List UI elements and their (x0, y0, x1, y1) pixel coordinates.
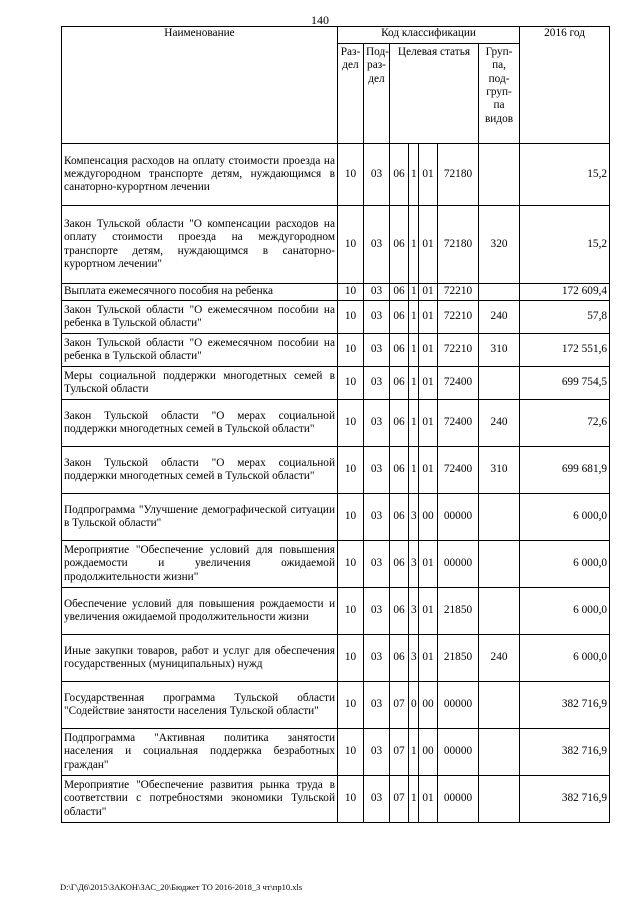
table-row (62, 206, 610, 284)
cell-c3: 01 (419, 776, 438, 823)
cell-c4: 00000 (438, 729, 479, 776)
cell-razdel: 10 (338, 729, 364, 776)
cell-razdel: 10 (338, 284, 364, 301)
cell-c4: 72400 (438, 447, 479, 494)
cell-razdel: 10 (338, 144, 364, 206)
cell-c2: 3 (409, 494, 419, 541)
cell-vid (479, 776, 520, 823)
cell-vid (479, 588, 520, 635)
cell-vid (479, 729, 520, 776)
cell-c4: 72210 (438, 334, 479, 367)
cell-vid: 240 (479, 635, 520, 682)
cell-c2: 1 (409, 284, 419, 301)
cell-amount: 6 000,0 (520, 635, 610, 682)
cell-c1: 06 (390, 494, 409, 541)
table-row (62, 494, 610, 541)
cell-name: Обеспечение условий для повышения рождаемости и увеличения ожидаемой продолжительности жизни (62, 588, 338, 635)
cell-razdel: 10 (338, 541, 364, 588)
cell-name: Закон Тульской области "О ежемесячном пособии на ребенка в Тульской области" (62, 301, 338, 334)
cell-c1: 06 (390, 144, 409, 206)
table-row (62, 541, 610, 588)
cell-c4: 21850 (438, 588, 479, 635)
cell-c2: 1 (409, 301, 419, 334)
table-row (62, 588, 610, 635)
table-row (62, 284, 610, 301)
cell-c3: 01 (419, 334, 438, 367)
cell-podrazdel: 03 (364, 541, 390, 588)
cell-c1: 06 (390, 301, 409, 334)
cell-razdel: 10 (338, 447, 364, 494)
cell-c3: 00 (419, 494, 438, 541)
cell-podrazdel: 03 (364, 400, 390, 447)
cell-c4: 00000 (438, 494, 479, 541)
table-row (62, 301, 610, 334)
cell-c2: 1 (409, 776, 419, 823)
cell-podrazdel: 03 (364, 367, 390, 400)
cell-podrazdel: 03 (364, 588, 390, 635)
header-section: Раз-дел (338, 44, 364, 144)
cell-razdel: 10 (338, 682, 364, 729)
cell-c1: 06 (390, 400, 409, 447)
cell-c2: 1 (409, 400, 419, 447)
cell-razdel: 10 (338, 776, 364, 823)
cell-c2: 1 (409, 367, 419, 400)
cell-vid (479, 367, 520, 400)
cell-c1: 07 (390, 776, 409, 823)
cell-podrazdel: 03 (364, 635, 390, 682)
cell-c2: 3 (409, 635, 419, 682)
cell-vid (479, 682, 520, 729)
table-row (62, 400, 610, 447)
page-number: 140 (311, 13, 329, 27)
cell-name: Иные закупки товаров, работ и услуг для обеспечения государственных (муниципальных) нужд (62, 635, 338, 682)
cell-name: Закон Тульской области "О компенсации расходов на оплату стоимости проезда на междугородном транспорте детям, нуждающимся в санаторно-курортном лечении" (62, 206, 338, 284)
cell-c3: 01 (419, 541, 438, 588)
cell-c3: 01 (419, 284, 438, 301)
table-row (62, 334, 610, 367)
cell-amount: 172 551,6 (520, 334, 610, 367)
cell-podrazdel: 03 (364, 144, 390, 206)
cell-c3: 01 (419, 635, 438, 682)
cell-podrazdel: 03 (364, 776, 390, 823)
table-row (62, 367, 610, 400)
cell-c4: 72180 (438, 144, 479, 206)
table-row (62, 447, 610, 494)
header-name: Наименование (62, 27, 338, 144)
cell-vid: 320 (479, 206, 520, 284)
cell-c2: 1 (409, 447, 419, 494)
cell-amount: 6 000,0 (520, 494, 610, 541)
cell-c2: 1 (409, 144, 419, 206)
cell-c1: 07 (390, 729, 409, 776)
cell-c1: 06 (390, 635, 409, 682)
cell-c3: 01 (419, 447, 438, 494)
cell-vid: 240 (479, 301, 520, 334)
cell-c2: 1 (409, 334, 419, 367)
cell-podrazdel: 03 (364, 494, 390, 541)
cell-name: Мероприятие "Обеспечение условий для повышения рождаемости и увеличения ожидаемой продолжительности жизни" (62, 541, 338, 588)
cell-razdel: 10 (338, 334, 364, 367)
budget-table (61, 26, 610, 823)
cell-c4: 72180 (438, 206, 479, 284)
cell-c1: 06 (390, 447, 409, 494)
cell-vid: 310 (479, 334, 520, 367)
cell-c3: 01 (419, 588, 438, 635)
cell-c1: 07 (390, 682, 409, 729)
header-classification: Код классификации (338, 27, 520, 44)
header-subsection: Под-раз-дел (364, 44, 390, 144)
cell-amount: 172 609,4 (520, 284, 610, 301)
cell-vid (479, 494, 520, 541)
cell-c3: 01 (419, 367, 438, 400)
cell-c1: 06 (390, 541, 409, 588)
cell-c4: 21850 (438, 635, 479, 682)
cell-c1: 06 (390, 334, 409, 367)
cell-vid (479, 144, 520, 206)
cell-amount: 699 681,9 (520, 447, 610, 494)
cell-c4: 00000 (438, 776, 479, 823)
cell-c4: 72400 (438, 367, 479, 400)
cell-razdel: 10 (338, 367, 364, 400)
cell-amount: 382 716,9 (520, 682, 610, 729)
cell-name: Выплата ежемесячного пособия на ребенка (62, 284, 338, 301)
cell-name: Закон Тульской области "О мерах социальной поддержки многодетных семей в Тульской области" (62, 400, 338, 447)
cell-name: Мероприятие "Обеспечение развития рынка труда в соответствии с потребностями экономики Тульской области" (62, 776, 338, 823)
cell-name: Подпрограмма "Улучшение демографической ситуации в Тульской области" (62, 494, 338, 541)
cell-name: Компенсация расходов на оплату стоимости проезда на междугородном транспорте детям, нуждающимся в санаторно-курортном лечении (62, 144, 338, 206)
cell-c1: 06 (390, 367, 409, 400)
cell-c3: 01 (419, 144, 438, 206)
cell-vid (479, 541, 520, 588)
cell-c1: 06 (390, 206, 409, 284)
cell-amount: 15,2 (520, 206, 610, 284)
cell-c1: 06 (390, 588, 409, 635)
cell-razdel: 10 (338, 400, 364, 447)
cell-amount: 15,2 (520, 144, 610, 206)
cell-c2: 3 (409, 541, 419, 588)
cell-name: Подпрограмма "Активная политика занятости населения и социальная поддержка безработных граждан" (62, 729, 338, 776)
cell-name: Государственная программа Тульской области "Содействие занятости населения Тульской области" (62, 682, 338, 729)
table-row (62, 682, 610, 729)
cell-podrazdel: 03 (364, 301, 390, 334)
cell-c2: 1 (409, 729, 419, 776)
cell-c2: 1 (409, 206, 419, 284)
cell-amount: 382 716,9 (520, 776, 610, 823)
cell-c3: 01 (419, 400, 438, 447)
header-group: Груп-па, под-груп-па видов (479, 44, 520, 144)
cell-c3: 01 (419, 301, 438, 334)
cell-amount: 6 000,0 (520, 541, 610, 588)
table-row (62, 144, 610, 206)
cell-name: Закон Тульской области "О мерах социальной поддержки многодетных семей в Тульской области" (62, 447, 338, 494)
cell-c3: 00 (419, 729, 438, 776)
cell-vid: 310 (479, 447, 520, 494)
cell-razdel: 10 (338, 301, 364, 334)
cell-c3: 00 (419, 682, 438, 729)
cell-c4: 00000 (438, 682, 479, 729)
cell-name: Закон Тульской области "О ежемесячном пособии на ребенка в Тульской области" (62, 334, 338, 367)
cell-name: Меры социальной поддержки многодетных семей в Тульской области (62, 367, 338, 400)
cell-c3: 01 (419, 206, 438, 284)
cell-amount: 699 754,5 (520, 367, 610, 400)
cell-c1: 06 (390, 284, 409, 301)
file-path-footer: D:\Г\Д6\2015\ЗАКОН\ЗАС_20\Бюджет ТО 2016-2018_3 чт\пр10.xls (60, 882, 303, 892)
cell-c4: 72400 (438, 400, 479, 447)
table-row (62, 635, 610, 682)
cell-amount: 6 000,0 (520, 588, 610, 635)
cell-amount: 382 716,9 (520, 729, 610, 776)
cell-c4: 00000 (438, 541, 479, 588)
cell-razdel: 10 (338, 494, 364, 541)
cell-podrazdel: 03 (364, 206, 390, 284)
table-row (62, 776, 610, 823)
header-target: Целевая статья (390, 44, 479, 144)
cell-podrazdel: 03 (364, 729, 390, 776)
cell-podrazdel: 03 (364, 447, 390, 494)
cell-razdel: 10 (338, 588, 364, 635)
cell-podrazdel: 03 (364, 334, 390, 367)
cell-c4: 72210 (438, 284, 479, 301)
cell-vid: 240 (479, 400, 520, 447)
cell-c2: 3 (409, 588, 419, 635)
cell-c2: 0 (409, 682, 419, 729)
cell-amount: 57,8 (520, 301, 610, 334)
cell-razdel: 10 (338, 206, 364, 284)
cell-podrazdel: 03 (364, 682, 390, 729)
cell-vid (479, 284, 520, 301)
header-year: 2016 год (520, 27, 610, 144)
table-row (62, 729, 610, 776)
cell-c4: 72210 (438, 301, 479, 334)
cell-podrazdel: 03 (364, 284, 390, 301)
cell-razdel: 10 (338, 635, 364, 682)
cell-amount: 72,6 (520, 400, 610, 447)
